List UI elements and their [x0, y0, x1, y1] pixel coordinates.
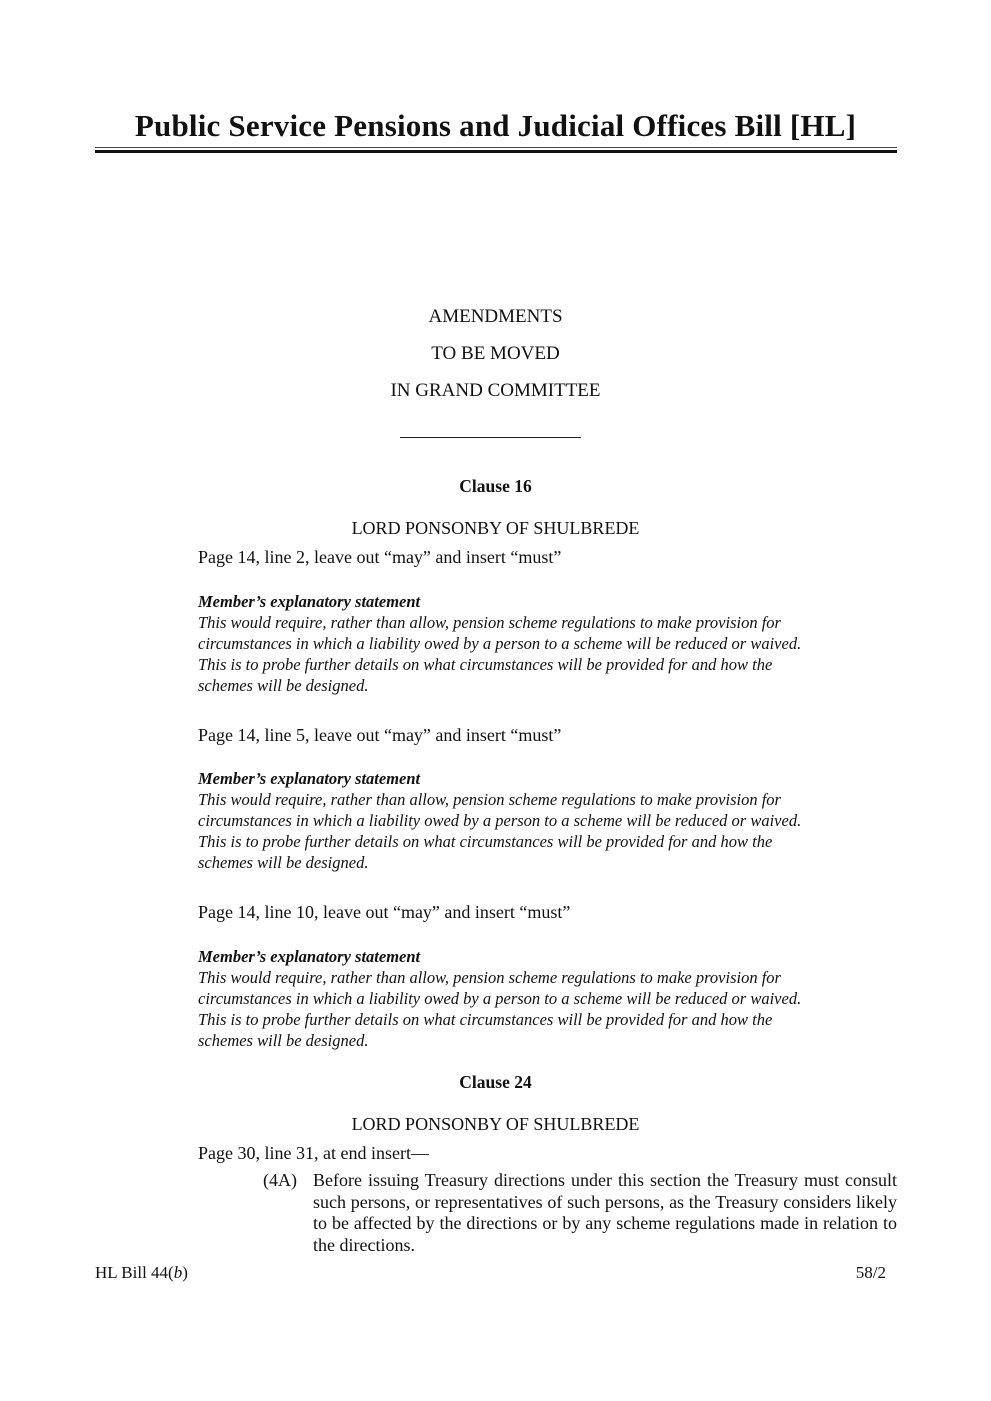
amendment-text: Page 14, line 2, leave out “may” and insert “must”	[198, 547, 562, 567]
amendment-text: Page 14, line 10, leave out “may” and insert “must”	[198, 902, 571, 922]
clause-heading: Clause 16	[459, 476, 532, 496]
statement-line: schemes will be designed.	[198, 676, 369, 695]
amendment-text: Page 14, line 5, leave out “may” and insert “must”	[198, 725, 562, 745]
statement-line: circumstances in which a liability owed by a person to a scheme will be reduced or waived.	[198, 989, 802, 1008]
statement-line: This is to probe further details on what circumstances will be provided for and how the	[198, 832, 773, 851]
heading-line-1: AMENDMENTS	[428, 306, 563, 327]
amendment-text: Page 30, line 31, at end insert—	[198, 1143, 429, 1163]
statement-title: Member’s explanatory statement	[198, 947, 421, 966]
statement-line: This would require, rather than allow, pension scheme regulations to make provision for	[198, 968, 781, 987]
page-reference: 58/2	[855, 1263, 886, 1282]
bill-title: Public Service Pensions and Judicial Offices Bill [HL]	[134, 108, 857, 143]
heading-line-3: IN GRAND COMMITTEE	[390, 380, 601, 401]
bill-number	[95, 1263, 188, 1283]
statement-line: circumstances in which a liability owed by a person to a scheme will be reduced or waived.	[198, 634, 802, 653]
member-name: LORD PONSONBY OF SHULBREDE	[351, 518, 640, 538]
statement-line: This is to probe further details on what circumstances will be provided for and how the	[198, 1010, 773, 1029]
explanatory-statement	[198, 591, 897, 696]
statement-line: circumstances in which a liability owed by a person to a scheme will be reduced or waived.	[198, 811, 802, 830]
subsection-text: Before issuing Treasury directions under this section the Treasury must consult such persons, or representatives of such persons, as the Treasury considers likely to be affected by the directions or by any scheme regulations made in relation to the directions.	[313, 1170, 897, 1255]
title-rule-thick	[95, 150, 897, 153]
statement-line: schemes will be designed.	[198, 853, 369, 872]
statement-line: This is to probe further details on what circumstances will be provided for and how the	[198, 655, 773, 674]
bill-number-prefix: HL Bill 44(	[95, 1263, 174, 1282]
statement-line: schemes will be designed.	[198, 1031, 369, 1050]
statement-title: Member’s explanatory statement	[198, 769, 421, 788]
inserted-subsection	[263, 1170, 897, 1256]
clause-heading: Clause 24	[459, 1072, 532, 1092]
subsection-number: (4A)	[263, 1170, 297, 1190]
explanatory-statement	[198, 946, 897, 1051]
statement-line: This would require, rather than allow, pension scheme regulations to make provision for	[198, 790, 781, 809]
heading-divider	[400, 437, 581, 438]
statement-line: This would require, rather than allow, pension scheme regulations to make provision for	[198, 613, 781, 632]
explanatory-statement	[198, 768, 897, 873]
bill-number-suffix: )	[182, 1263, 188, 1282]
statement-title: Member’s explanatory statement	[198, 592, 421, 611]
heading-line-2: TO BE MOVED	[431, 343, 560, 364]
title-rule-thin	[95, 147, 897, 148]
member-name: LORD PONSONBY OF SHULBREDE	[351, 1114, 640, 1134]
bill-number-letter: b	[173, 1263, 183, 1282]
